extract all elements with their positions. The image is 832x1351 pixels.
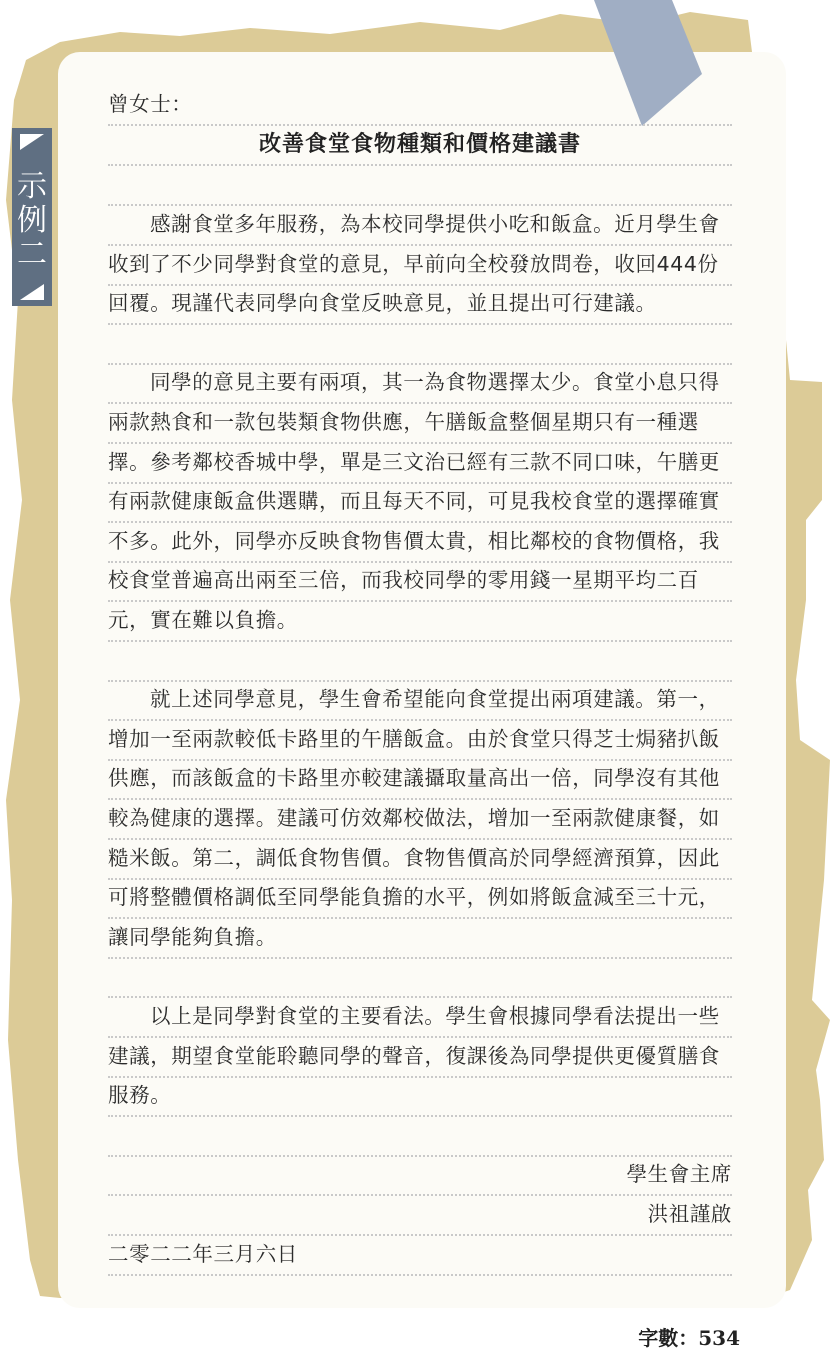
letter-line: 擇。參考鄰校香城中學，單是三文治已經有三款不同口味，午膳更	[108, 442, 732, 484]
letter-line: 回覆。現謹代表同學向食堂反映意見，並且提出可行建議。	[108, 283, 732, 325]
letter-line: 建議，期望食堂能聆聽同學的聲音，復課後為同學提供更優質膳食	[108, 1036, 732, 1078]
blank-line	[108, 956, 732, 998]
letter-line: 較為健康的選擇。建議可仿效鄰校做法，增加一至兩款健康餐，如	[108, 798, 732, 840]
blank-line	[108, 323, 732, 365]
letter-line: 學生會主席	[108, 1154, 732, 1196]
letter-line: 不多。此外，同學亦反映食物售價太貴，相比鄰校的食物價格，我	[108, 521, 732, 563]
letter-salutation: 曾女士：	[108, 84, 732, 126]
letter-line: 增加一至兩款較低卡路里的午膳飯盒。由於食堂只得芝士焗豬扒飯	[108, 719, 732, 761]
letter-line: 收到了不少同學對食堂的意見，早前向全校發放問卷，收回444份	[108, 244, 732, 286]
letter-line: 糙米飯。第二，調低食物售價。食物售價高於同學經濟預算，因此	[108, 838, 732, 880]
word-count: 字數：534	[638, 1326, 740, 1350]
letter-line: 讓同學能夠負擔。	[108, 917, 732, 959]
letter-line: 同學的意見主要有兩項，其一為食物選擇太少。食堂小息只得	[108, 362, 732, 404]
side-tab-label	[12, 170, 52, 272]
letter-line: 校食堂普遍高出兩至三倍，而我校同學的零用錢一星期平均二百	[108, 560, 732, 602]
letter-line: 感謝食堂多年服務，為本校同學提供小吃和飯盒。近月學生會	[108, 204, 732, 246]
letter-line: 服務。	[108, 1075, 732, 1117]
letter-line: 供應，而該飯盒的卡路里亦較建議攝取量高出一倍，同學沒有其他	[108, 758, 732, 800]
letter-title: 改善食堂食物種類和價格建議書	[108, 124, 732, 166]
side-tab-char: 二	[17, 237, 47, 272]
blank-line	[108, 164, 732, 206]
letter-line: 以上是同學對食堂的主要看法。學生會根據同學看法提出一些	[108, 996, 732, 1038]
letter-line: 兩款熱食和一款包裝類食物供應，午膳飯盒整個星期只有一種選	[108, 402, 732, 444]
letter-line: 可將整體價格調低至同學能負擔的水平，例如將飯盒減至三十元，	[108, 877, 732, 919]
side-tab-char: 例	[17, 203, 47, 238]
letter-line: 二零二二年三月六日	[108, 1234, 732, 1276]
side-tab-char: 示	[17, 169, 47, 204]
letter-line: 元，實在難以負擔。	[108, 600, 732, 642]
letter-line: 洪祖謹啟	[108, 1194, 732, 1236]
letter-line: 就上述同學意見，學生會希望能向食堂提出兩項建議。第一，	[108, 679, 732, 721]
blank-line	[108, 1115, 732, 1157]
letter-line: 有兩款健康飯盒供選購，而且每天不同，可見我校食堂的選擇確實	[108, 481, 732, 523]
blank-line	[108, 640, 732, 682]
